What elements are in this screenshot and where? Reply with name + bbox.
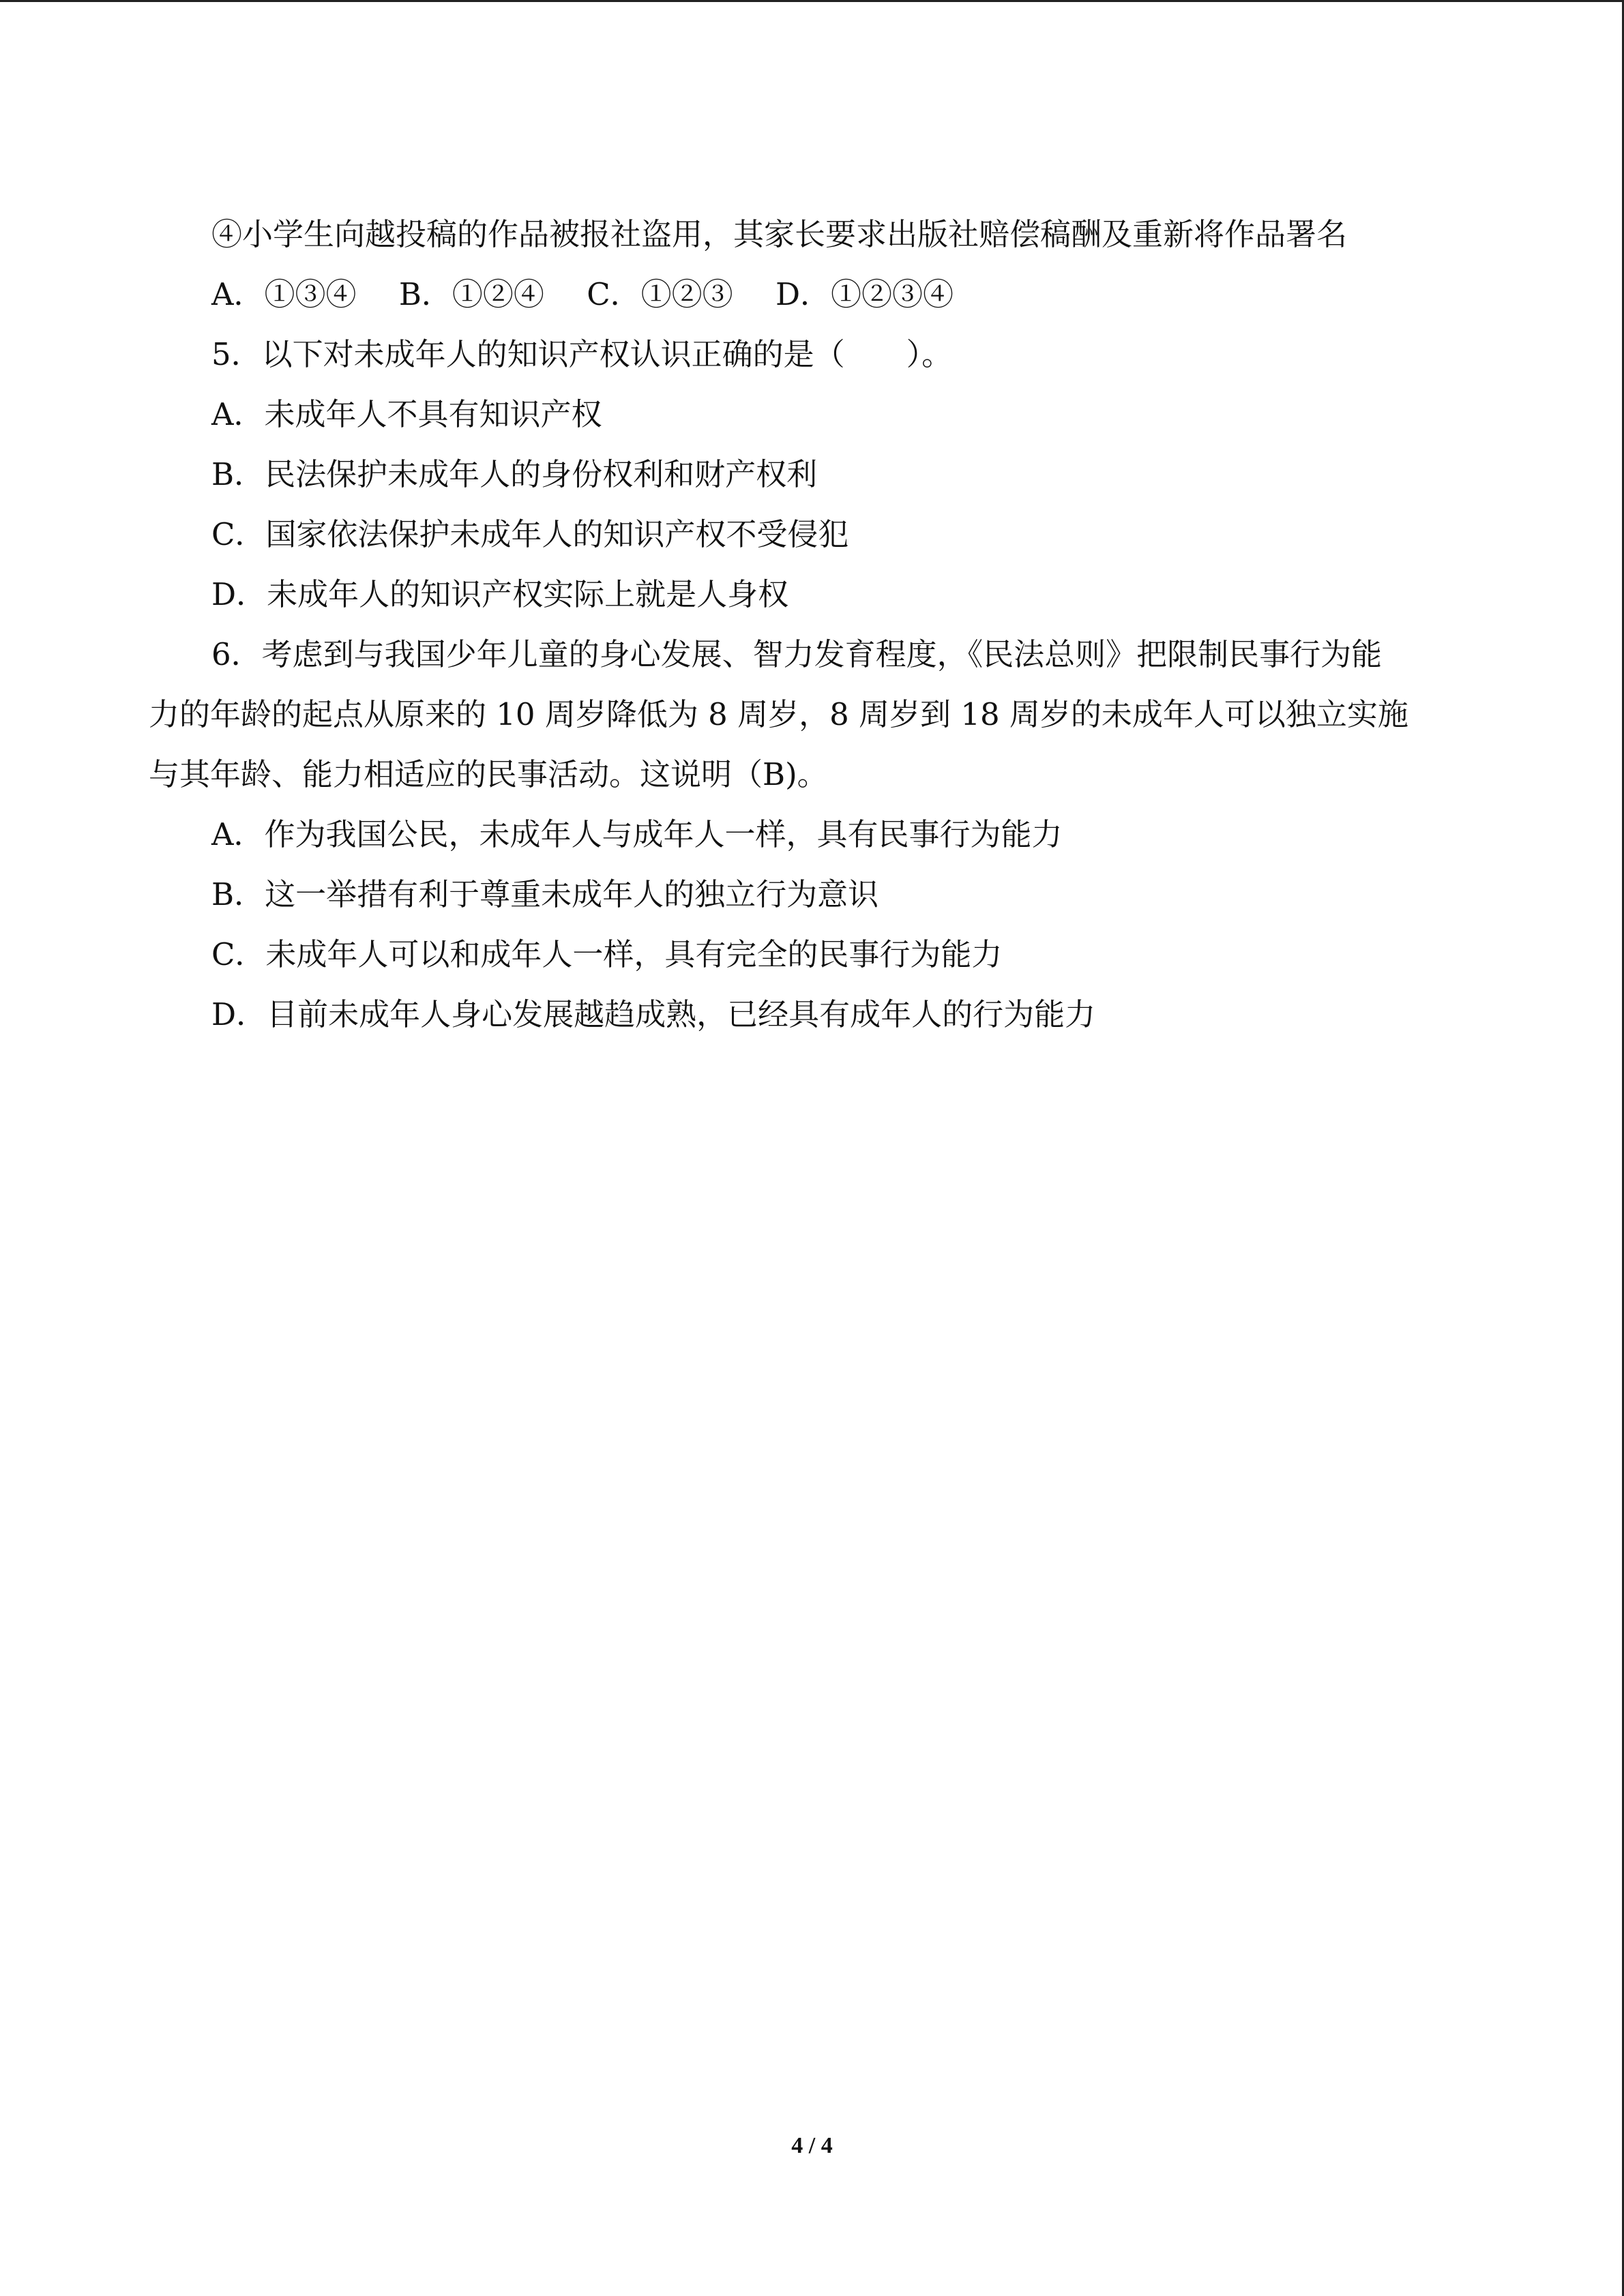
q4-option-d: D．①②③④	[775, 276, 954, 312]
q4-item-4: ④小学生向越投稿的作品被报社盗用，其家长要求出版社赔偿稿酬及重新将作品署名	[211, 216, 1348, 252]
q5-option-a: A．未成年人不具有知识产权	[211, 396, 602, 432]
q5-option-b: B．民法保护未成年人的身份权利和财产权利	[211, 456, 818, 492]
page-border-top	[0, 0, 1624, 2]
q6-stem-line-1: 6．考虑到与我国少年儿童的身心发展、智力发育程度，《民法总则》把限制民事行为能	[211, 636, 1383, 672]
q4-option-b: B．①②④	[398, 276, 544, 312]
q5-stem: 5．以下对未成年人的知识产权认识正确的是（ ）。	[211, 336, 953, 372]
page-number: 4 / 4	[791, 2133, 833, 2158]
q4-option-a: A．①③④	[211, 276, 357, 312]
q6-option-d: D．目前未成年人身心发展越趋成熟，已经具有成年人的行为能力	[211, 996, 1096, 1032]
document-content	[149, 205, 1472, 1045]
q6-stem-line-2: 力的年龄的起点从原来的 10 周岁降低为 8 周岁，8 周岁到 18 周岁的未成年人可以独立实施	[149, 696, 1408, 732]
q6-option-a: A．作为我国公民，未成年人与成年人一样，具有民事行为能力	[211, 816, 1063, 852]
q6-stem-line-3: 与其年龄、能力相适应的民事活动。这说明（B)。	[149, 756, 828, 792]
q5-option-c: C．国家依法保护未成年人的知识产权不受侵犯	[211, 516, 849, 552]
q6-option-c: C．未成年人可以和成年人一样，具有完全的民事行为能力	[211, 936, 1003, 972]
q6-option-b: B．这一举措有利于尊重未成年人的独立行为意识	[211, 876, 879, 912]
q4-option-c: C．①②③	[587, 276, 733, 312]
q5-option-d: D．未成年人的知识产权实际上就是人身权	[211, 576, 789, 612]
q4-options	[149, 265, 1472, 325]
